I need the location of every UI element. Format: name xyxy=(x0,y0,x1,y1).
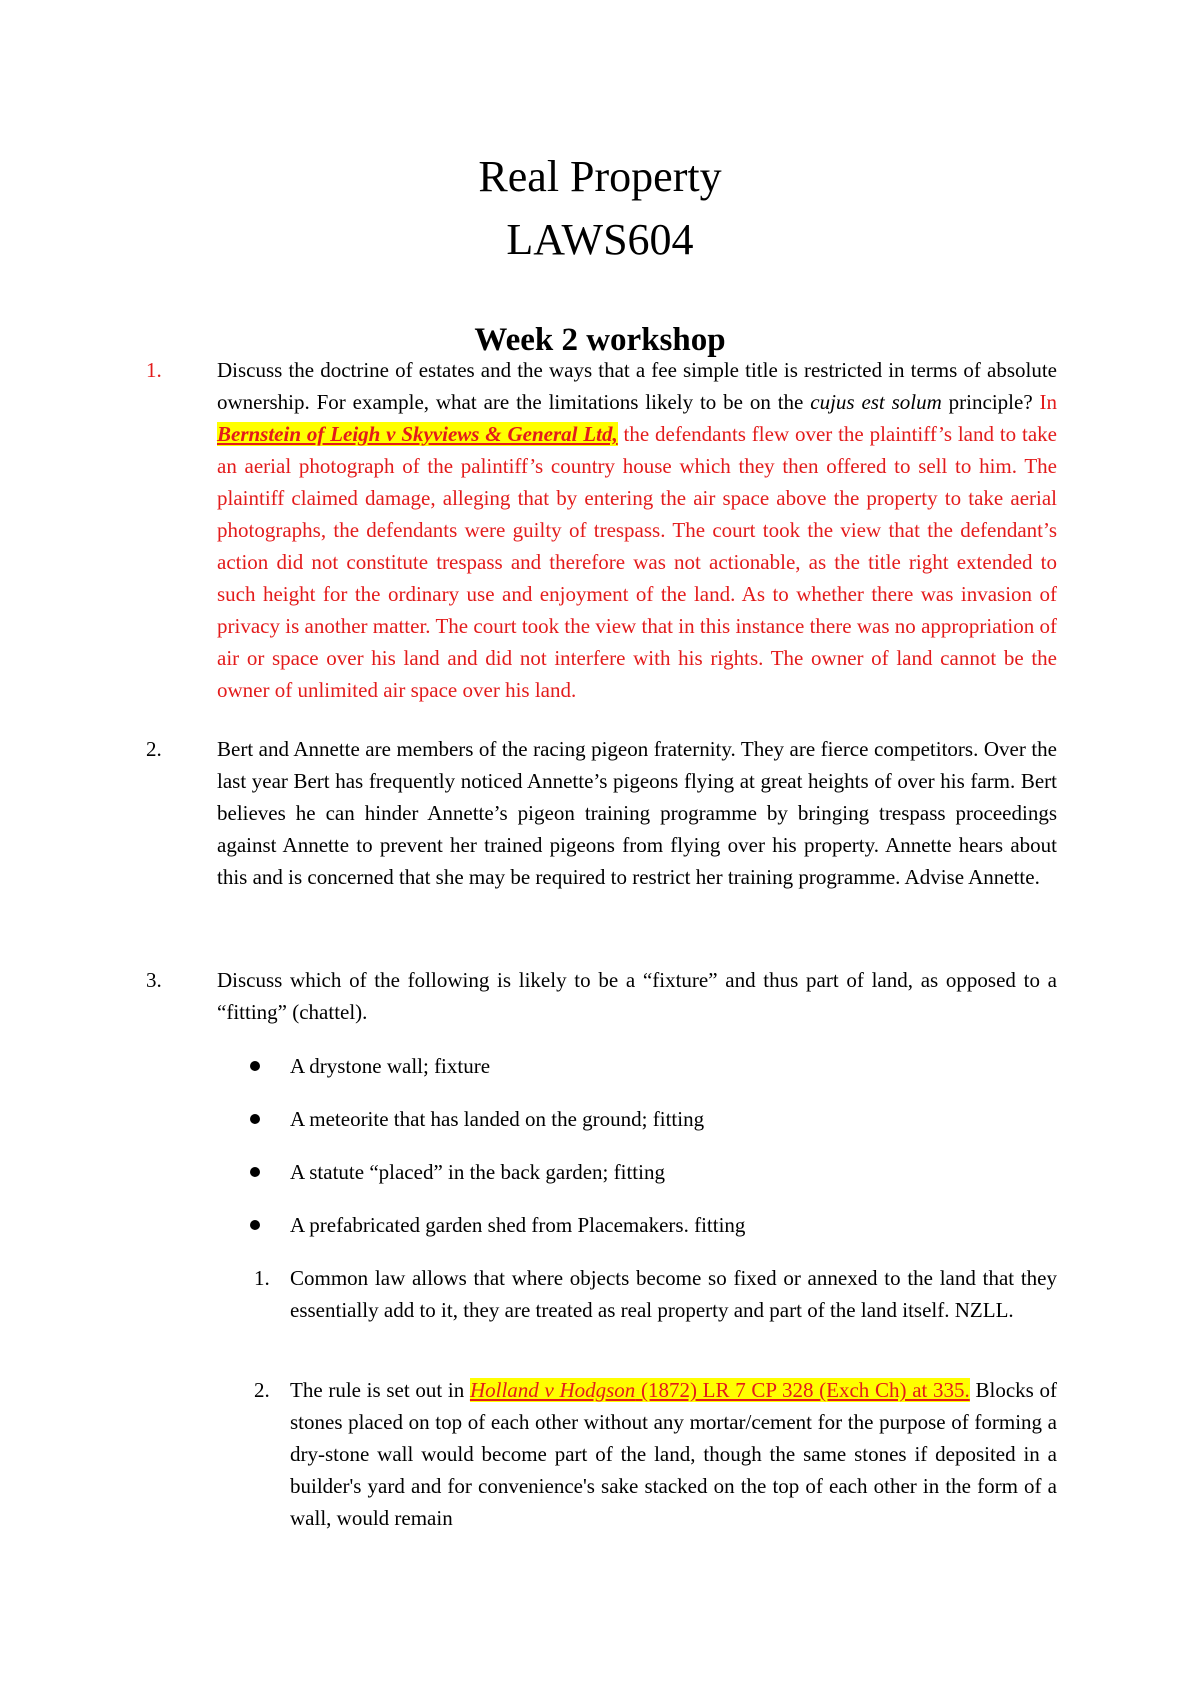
question-1-prompt: Discuss the doctrine of estates and the ways that a fee simple title is restricted in terms of absolute ownership. For example, what are the limitations likely to be on the xyxy=(217,358,1057,414)
bullet-4 xyxy=(250,1220,260,1230)
bullet-3 xyxy=(250,1167,260,1177)
answer-1-text: the defendants flew over the plaintiff’s land to take an aerial photograph of the palintiff’s country house which they then offered to sell to him. The plaintiff claimed damage, alleging that by entering the air space above the property to take aerial photographs, the defendants were guilty of trespass. The court took the view that the defendant’s action did not constitute trespass and therefore was not actionable, as the title right extended to such height for the ordinary use and enjoyment of the land. As to whether there was invasion of privacy is another matter. The court took the view that in this instance there was no appropriation of air or space over his land and did not interfere with his rights. The owner of land cannot be the owner of unlimited air space over his land. xyxy=(217,422,1057,702)
question-3-text: Discuss which of the following is likely to be a “fixture” and thus part of land, as opposed to a “fitting” (chattel). xyxy=(217,968,1057,1024)
answer-3-1-number: 1. xyxy=(254,1266,270,1290)
answer-3-2-case-name: Holland v Hodgson xyxy=(469,1378,636,1402)
course-title: Real Property xyxy=(478,152,722,201)
bullet-item-drystone-wall: A drystone wall; fixture xyxy=(290,1054,491,1078)
question-1-text xyxy=(217,354,1057,706)
bullet-2 xyxy=(250,1114,260,1124)
bullet-1 xyxy=(250,1061,260,1071)
answer-3-2-number: 2. xyxy=(254,1378,270,1402)
bullet-item-statue: A statute “placed” in the back garden; fitting xyxy=(290,1160,665,1184)
answer-1-lead: In xyxy=(1039,390,1057,414)
answer-1-case-name: Bernstein of Leigh v Skyviews & General Ltd, xyxy=(217,422,618,446)
answer-3-1-text: Common law allows that where objects become so fixed or annexed to the land that they essentially add to it, they are treated as real property and part of the land itself. NZLL. xyxy=(290,1266,1057,1322)
workshop-heading: Week 2 workshop xyxy=(474,322,726,358)
question-1-number: 1. xyxy=(146,358,162,382)
answer-3-2-text xyxy=(290,1374,1057,1534)
bullet-item-meteorite: A meteorite that has landed on the ground; fitting xyxy=(290,1107,705,1131)
answer-3-2-citation: (1872) LR 7 CP 328 (Exch Ch) at 335. xyxy=(635,1378,970,1402)
question-1-latin-term: cujus est solum xyxy=(810,390,942,414)
bullet-item-garden-shed: A prefabricated garden shed from Placemakers. fitting xyxy=(290,1213,746,1237)
answer-3-2-rest: Blocks of stones placed on top of each other without any mortar/cement for the purpose of forming a dry-stone wall would become part of the land, though the same stones if deposited in a builder's yard and for convenience's sake stacked on the top of each other in the form of a wall, would remain xyxy=(290,1378,1058,1530)
course-code: LAWS604 xyxy=(506,215,694,264)
question-3-number: 3. xyxy=(146,968,162,992)
question-1-prompt-end: principle? xyxy=(941,390,1040,414)
question-2-text: Bert and Annette are members of the racing pigeon fraternity. They are fierce competitors. Over the last year Bert has frequently noticed Annette’s pigeons flying at great heights of over his farm. Bert believes he can hinder Annette’s pigeon training programme by bringing trespass proceedings against Annette to prevent her trained pigeons from flying over his property. Annette hears about this and is concerned that she may be required to restrict her training programme. Advise Annette. xyxy=(217,737,1057,889)
answer-3-2-lead: The rule is set out in xyxy=(290,1378,470,1402)
question-2-number: 2. xyxy=(146,737,162,761)
